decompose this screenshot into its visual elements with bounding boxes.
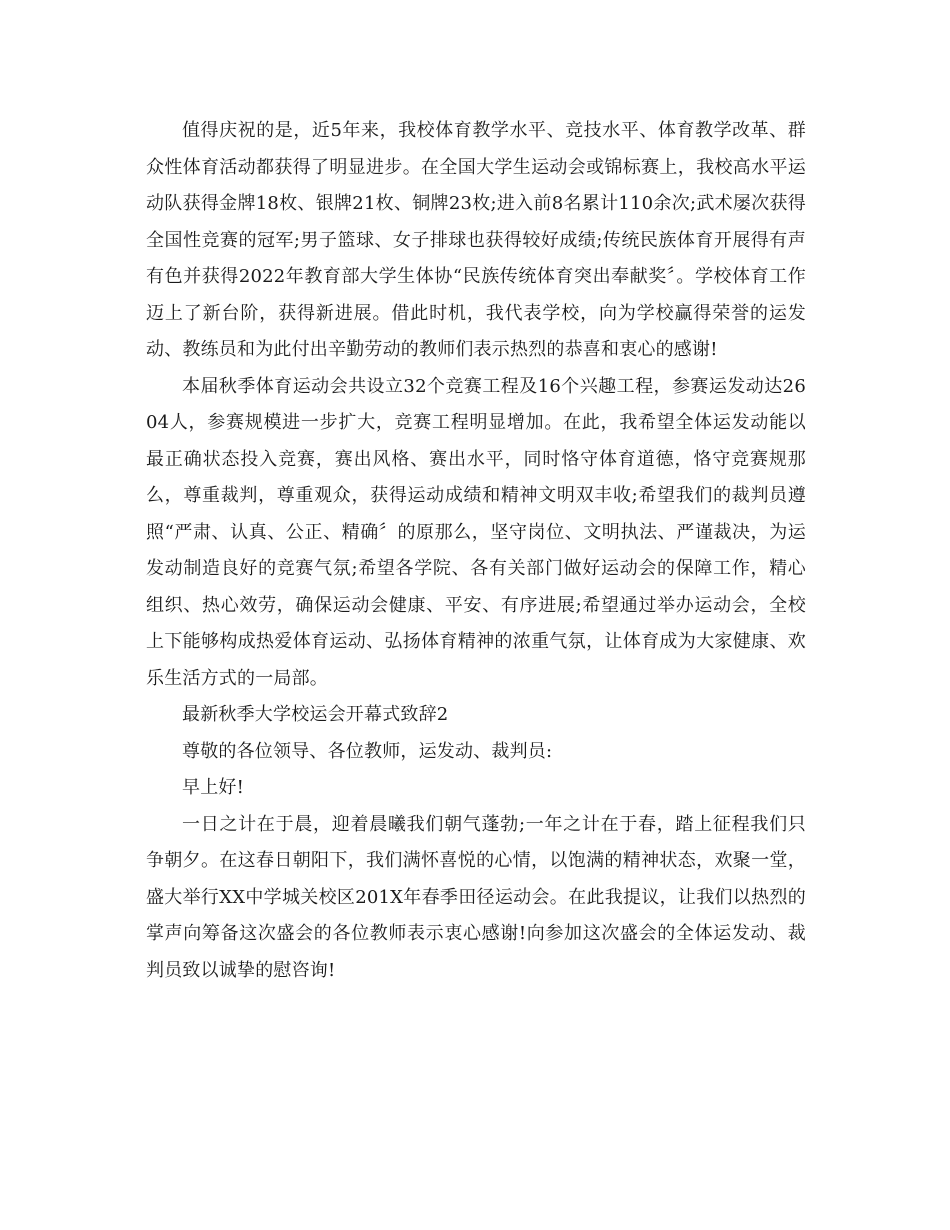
document-body bbox=[146, 113, 806, 989]
greeting: 早上好! bbox=[182, 777, 245, 798]
paragraph-sports-meet: 本届秋季体育运动会共设立32个竞赛工程及16个兴趣工程，参赛运发动达2604人，参赛规模进一步扩大，竞赛工程明显增加。在此，我希望全体运发动能以最正确状态投入竞赛，赛出风格、赛出水平，同时恪守体育道德，恪守竞赛规那么，尊重裁判，尊重观众，获得运动成绩和精神文明双丰收;希望我们的裁判员遵照“严肃、认真、公正、精确〞的原那么，坚守岗位、文明执法、严谨裁决，为运发动制造良好的竞赛气氛;希望各学院、各有关部门做好运动会的保障工作，精心组织、热心效劳，确保运动会健康、平安、有序进展;希望通过举办运动会，全校上下能够构成热爱体育运动、弘扬体育精神的浓重气氛，让体育成为大家健康、欢乐生活方式的一局部。 bbox=[146, 375, 806, 689]
paragraph-celebration: 值得庆祝的是，近5年来，我校体育教学水平、竞技水平、体育教学改革、群众性体育活动都获得了明显进步。在全国大学生运动会或锦标赛上，我校高水平运动队获得金牌18枚、银牌21枚、铜牌23枚;进入前8名累计110余次;武术屡次获得全国性竞赛的冠军;男子篮球、女子排球也获得较好成绩;传统民族体育开展得有声有色并获得2022年教育部大学生体协“民族传统体育突出奉献奖〞。学校体育工作迈上了新台阶，获得新进展。借此时机，我代表学校，向为学校赢得荣誉的运发动、教练员和为此付出辛勤劳动的教师们表示热烈的恭喜和衷心的感谢! bbox=[146, 120, 806, 360]
paragraph-opening: 一日之计在于晨，迎着晨曦我们朝气蓬勃;一年之计在于春，踏上征程我们只争朝夕。在这春日朝阳下，我们满怀喜悦的心情，以饱满的精神状态，欢聚一堂，盛大举行XX中学城关校区201X年春季田径运动会。在此我提议，让我们以热烈的掌声向筹备这次盛会的各位教师表示衷心感谢!向参加这次盛会的全体运发动、裁判员致以诚挚的慰咨询! bbox=[146, 813, 806, 981]
section-heading: 最新秋季大学校运会开幕式致辞2 bbox=[182, 704, 449, 725]
salutation: 尊敬的各位领导、各位教师，运发动、裁判员: bbox=[182, 740, 553, 762]
